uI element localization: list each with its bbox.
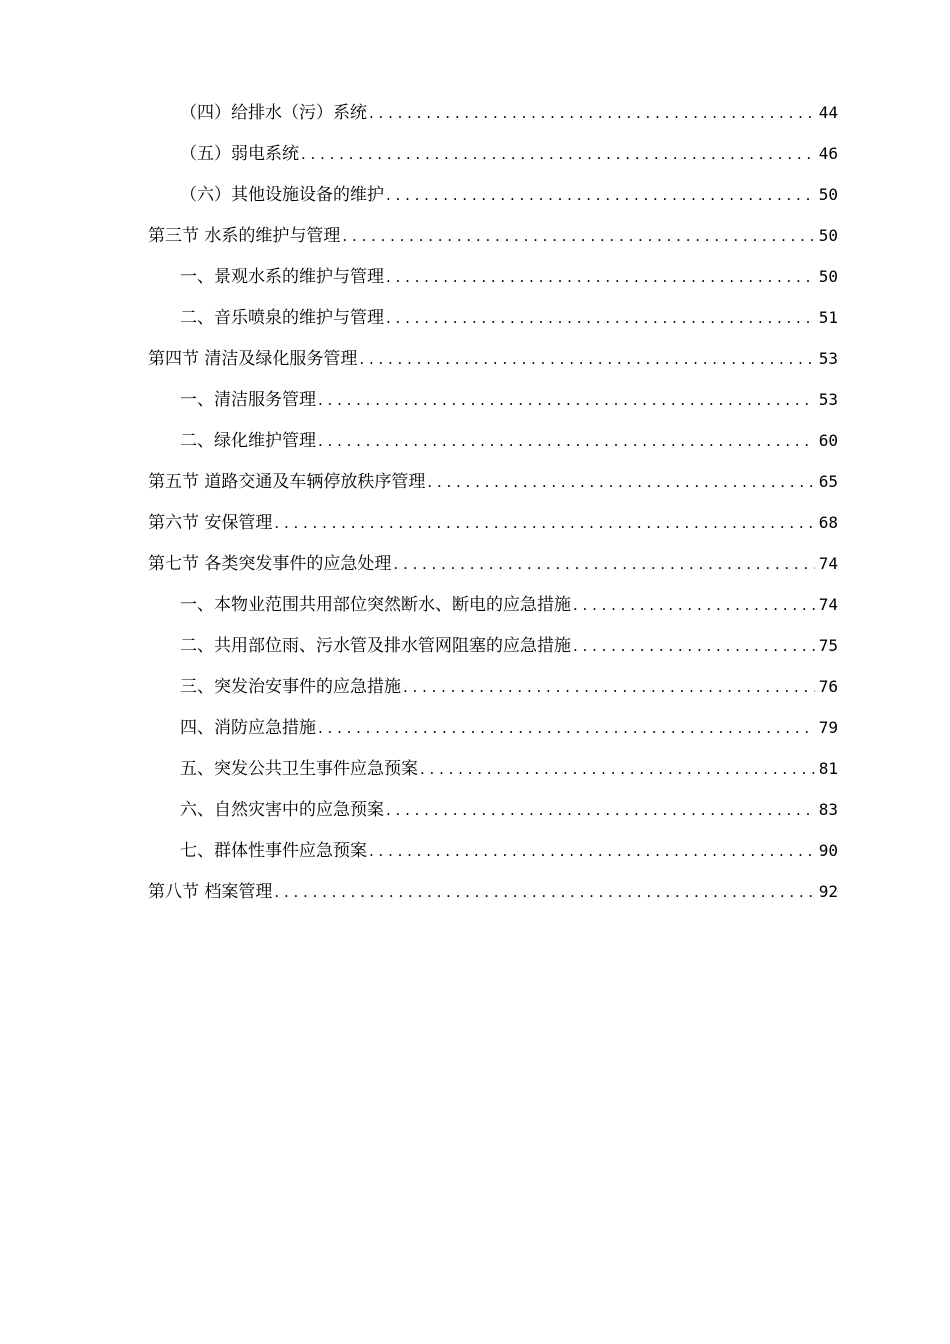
toc-entry[interactable] [148,625,838,666]
toc-entry-page: 65 [818,472,838,491]
toc-entry-title: 第三节 水系的维护与管理 [148,226,341,246]
toc-entry-page: 90 [818,841,838,860]
toc-entry-title: 第七节 各类突发事件的应急处理 [148,554,392,574]
toc-entry-title: 一、景观水系的维护与管理 [180,267,384,287]
toc-dot-leader [369,831,815,872]
toc-entry-page: 53 [818,390,838,409]
toc-entry-title: （六）其他设施设备的维护 [180,185,384,205]
toc-entry[interactable] [148,830,838,871]
toc-entry[interactable] [148,92,838,133]
toc-entry-title: 二、绿化维护管理 [180,431,316,451]
toc-entry-page: 83 [818,800,838,819]
toc-entry-title: 第八节 档案管理 [148,882,273,902]
toc-entry[interactable] [148,174,838,215]
toc-dot-leader [342,216,814,257]
toc-entry[interactable] [148,133,838,174]
toc-dot-leader [386,257,815,298]
toc-entry[interactable] [148,584,838,625]
toc-entry-title: 五、突发公共卫生事件应急预案 [180,759,418,779]
toc-entry-title: （五）弱电系统 [180,144,299,164]
toc-entry-page: 60 [818,431,838,450]
toc-entry-page: 68 [818,513,838,532]
toc-dot-leader [393,544,814,585]
toc-dot-leader [386,175,815,216]
toc-entry-page: 74 [818,554,838,573]
toc-entry-page: 53 [818,349,838,368]
toc-entry-title: 一、本物业范围共用部位突然断水、断电的应急措施 [180,595,571,615]
toc-dot-leader [403,667,815,708]
toc-entry-page: 50 [818,226,838,245]
toc-dot-leader [301,134,815,175]
toc-entry[interactable] [148,502,838,543]
toc-entry-title: 第五节 道路交通及车辆停放秩序管理 [148,472,426,492]
toc-entry[interactable] [148,789,838,830]
toc-dot-leader [573,626,815,667]
toc-entry-page: 46 [818,144,838,163]
toc-entry-page: 50 [818,185,838,204]
table-of-contents [148,92,838,912]
toc-entry[interactable] [148,338,838,379]
toc-entry[interactable] [148,748,838,789]
toc-entry[interactable] [148,297,838,338]
toc-entry[interactable] [148,420,838,461]
toc-entry-title: 第六节 安保管理 [148,513,273,533]
toc-dot-leader [274,503,814,544]
toc-dot-leader [427,462,814,503]
toc-entry[interactable] [148,215,838,256]
toc-entry-page: 75 [818,636,838,655]
toc-dot-leader [274,872,814,913]
toc-entry[interactable] [148,543,838,584]
toc-dot-leader [369,93,815,134]
toc-dot-leader [318,380,815,421]
toc-entry[interactable] [148,707,838,748]
toc-entry-title: 二、音乐喷泉的维护与管理 [180,308,384,328]
toc-entry-title: 七、群体性事件应急预案 [180,841,367,861]
toc-entry-page: 79 [818,718,838,737]
toc-entry-page: 74 [818,595,838,614]
toc-dot-leader [573,585,815,626]
toc-entry-page: 92 [818,882,838,901]
toc-entry-title: 四、消防应急措施 [180,718,316,738]
toc-entry-page: 50 [818,267,838,286]
toc-entry-title: （四）给排水（污）系统 [180,103,367,123]
toc-entry[interactable] [148,461,838,502]
toc-entry-page: 51 [818,308,838,327]
toc-dot-leader [386,298,815,339]
toc-entry-page: 44 [818,103,838,122]
toc-dot-leader [318,421,815,462]
toc-entry[interactable] [148,256,838,297]
toc-dot-leader [359,339,814,380]
toc-dot-leader [318,708,815,749]
toc-entry-title: 六、自然灾害中的应急预案 [180,800,384,820]
toc-entry-title: 第四节 清洁及绿化服务管理 [148,349,358,369]
toc-entry-page: 81 [818,759,838,778]
toc-dot-leader [420,749,815,790]
toc-entry-title: 三、突发治安事件的应急措施 [180,677,401,697]
toc-dot-leader [386,790,815,831]
toc-entry-page: 76 [818,677,838,696]
toc-entry[interactable] [148,871,838,912]
toc-entry[interactable] [148,379,838,420]
toc-entry[interactable] [148,666,838,707]
toc-entry-title: 一、清洁服务管理 [180,390,316,410]
toc-entry-title: 二、共用部位雨、污水管及排水管网阻塞的应急措施 [180,636,571,656]
